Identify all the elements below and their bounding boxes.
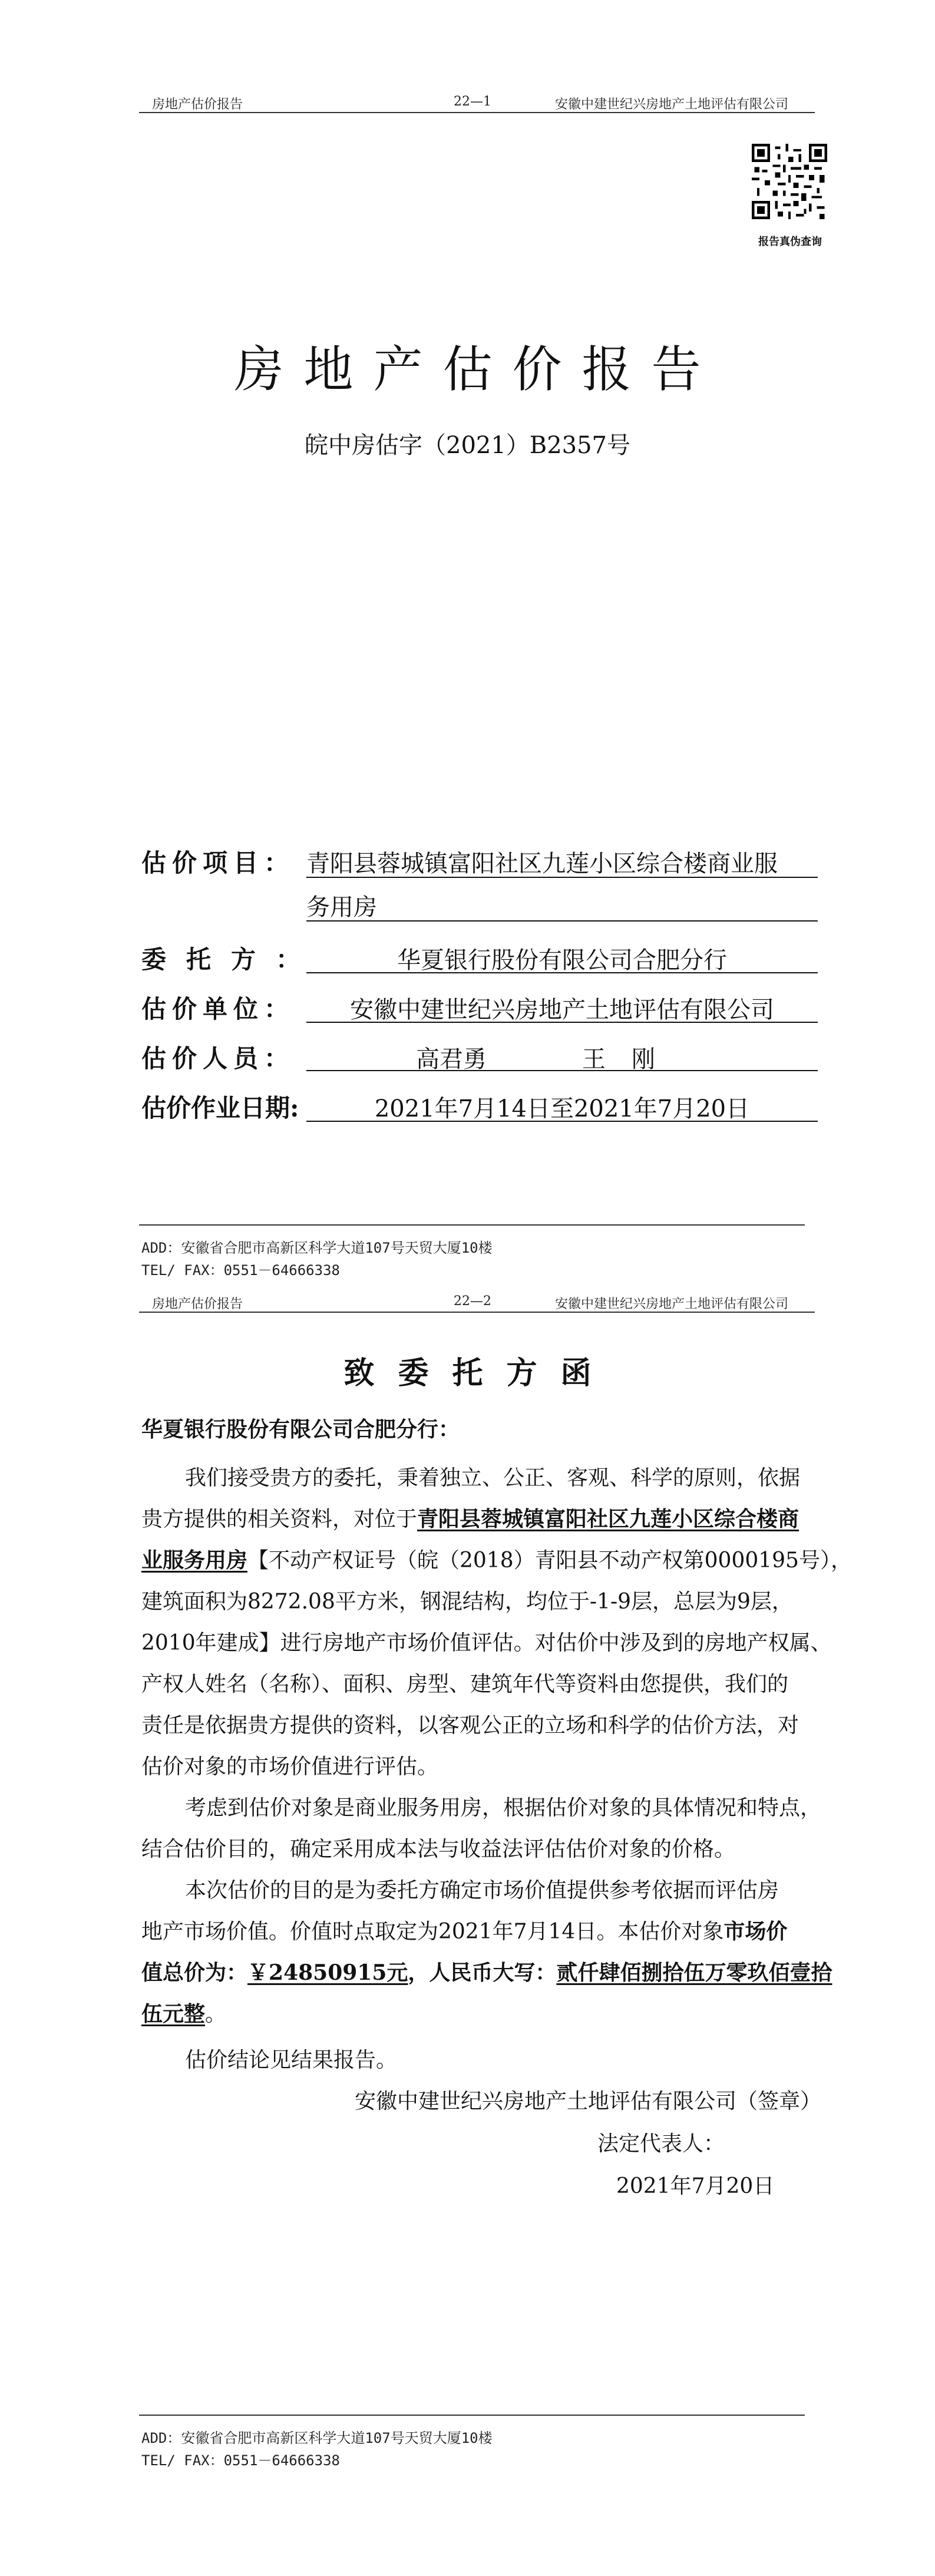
header-rule	[139, 112, 815, 113]
para1-line5: 2010年建成】进行房地产市场价值评估。对估价中涉及到的房地产权属、	[141, 1631, 832, 1655]
appraiser-org-value: 安徽中建世纪兴房地产土地评估有限公司	[350, 996, 774, 1023]
header-left: 房地产估价报告	[152, 97, 243, 112]
rmb-uppercase-amount-part1: 贰仟肆佰捌拾伍万零玖佰壹拾	[556, 1960, 832, 1985]
work-date-value: 2021年7月14日至2021年7月20日	[374, 1095, 750, 1122]
total-value-amount: ￥24850915元	[247, 1960, 408, 1985]
work-date-label: 估价作业日期:	[141, 1094, 299, 1122]
footer-tel: TEL/ FAX：0551－64666338	[141, 1262, 340, 1279]
client-value: 华夏银行股份有限公司合肥分行	[397, 947, 727, 974]
para2-line2: 结合估价目的，确定采用成本法与收益法评估估价对象的价格。	[141, 1837, 736, 1861]
para3-line3	[141, 1956, 832, 1986]
project-label: 估价项目：	[141, 848, 295, 877]
legal-representative: 法定代表人：	[597, 2132, 725, 2156]
property-name-part1: 青阳县蓉城镇富阳社区九莲小区综合楼商	[417, 1507, 799, 1531]
client-underline	[306, 972, 818, 973]
project-value-line1: 青阳县蓉城镇富阳社区九莲小区综合楼商业服	[306, 850, 778, 877]
para1-line2-text: 贵方提供的相关资料，对位于	[141, 1507, 418, 1531]
para1-line7: 责任是依据贵方提供的资料，以客观公正的立场和科学的估价方法，对	[141, 1713, 799, 1738]
para1-line6: 产权人姓名（名称）、面积、房型、建筑年代等资料由您提供，我们的	[141, 1672, 789, 1696]
document-number: 皖中房估字（2021）B2357号	[305, 432, 630, 459]
footer-rule	[139, 1224, 805, 1226]
rmb-uppercase-amount-part2: 伍元整	[141, 2002, 206, 2026]
appraisers-underline	[306, 1070, 818, 1071]
para1-line2	[141, 1502, 799, 1533]
para3-line4	[141, 1997, 226, 2027]
qr-code-icon[interactable]	[752, 144, 827, 219]
signature-company: 安徽中建世纪兴房地产土地评估有限公司（签章）	[355, 2089, 822, 2113]
footer-address: ADD：安徽省合肥市高新区科学大道107号天贸大厦10楼	[141, 2430, 493, 2446]
header-right: 安徽中建世纪兴房地产土地评估有限公司	[555, 1297, 789, 1312]
para3-line1: 本次估价的目的是为委托方确定市场价值提供参考依据而评估房	[185, 1878, 779, 1903]
para3-line2-bold: 市场价	[723, 1919, 788, 1944]
appraisers-label: 估价人员：	[141, 1044, 295, 1073]
appraiser-org-underline	[306, 1022, 818, 1023]
appraiser-org-label: 估价单位：	[141, 995, 295, 1023]
work-date-underline	[306, 1121, 818, 1122]
project-underline-2	[306, 920, 818, 922]
signature-date: 2021年7月20日	[616, 2174, 775, 2198]
para1-line4: 建筑面积为8272.08平方米，钢混结构，均位于-1-9层，总层为9层，	[141, 1590, 793, 1614]
appraiser-name-1: 高君勇	[416, 1046, 487, 1073]
footer-address: ADD：安徽省合肥市高新区科学大道107号天贸大厦10楼	[141, 1240, 493, 1256]
footer-tel: TEL/ FAX：0551－64666338	[141, 2452, 340, 2469]
para1-line3-text: 【不动产权证号（皖（2018）青阳县不动产权第0000195号），	[247, 1548, 852, 1573]
header-rule	[139, 1312, 815, 1313]
header-left: 房地产估价报告	[152, 1297, 243, 1312]
footer-rule	[139, 2415, 805, 2416]
para2-line1: 考虑到估价对象是商业服务用房，根据估价对象的具体情况和特点，	[185, 1796, 822, 1820]
property-name-part2: 业服务用房	[141, 1548, 248, 1573]
letter-title: 致委托方函	[343, 1355, 615, 1391]
para3-period: 。	[205, 2002, 227, 2026]
total-value-label: 值总价为：	[141, 1960, 248, 1985]
salutation: 华夏银行股份有限公司合肥分行：	[141, 1417, 460, 1442]
header-right: 安徽中建世纪兴房地产土地评估有限公司	[555, 97, 789, 112]
qr-caption: 报告真伪查询	[758, 236, 822, 248]
project-underline-1	[306, 877, 818, 878]
header-page-number: 22—1	[454, 94, 491, 109]
report-title: 房地产估价报告	[234, 341, 721, 398]
header-page-number: 22—2	[454, 1294, 491, 1309]
para1-line1: 我们接受贵方的委托，秉着独立、公正、客观、科学的原则，依据	[185, 1466, 801, 1490]
para3-line2	[141, 1915, 787, 1945]
para4: 估价结论见结果报告。	[185, 2048, 398, 2072]
rmb-uppercase-label: ，人民币大写：	[408, 1960, 557, 1985]
para3-line2-text: 地产市场价值。价值时点取定为2021年7月14日。本估价对象	[141, 1920, 724, 1944]
appraiser-name-2: 王刚	[582, 1046, 681, 1073]
para1-line8: 估价对象的市场价值进行评估。	[141, 1755, 439, 1779]
client-label: 委托方：	[141, 945, 321, 974]
para1-line3	[141, 1544, 852, 1574]
project-value-line2: 务用房	[306, 894, 377, 921]
